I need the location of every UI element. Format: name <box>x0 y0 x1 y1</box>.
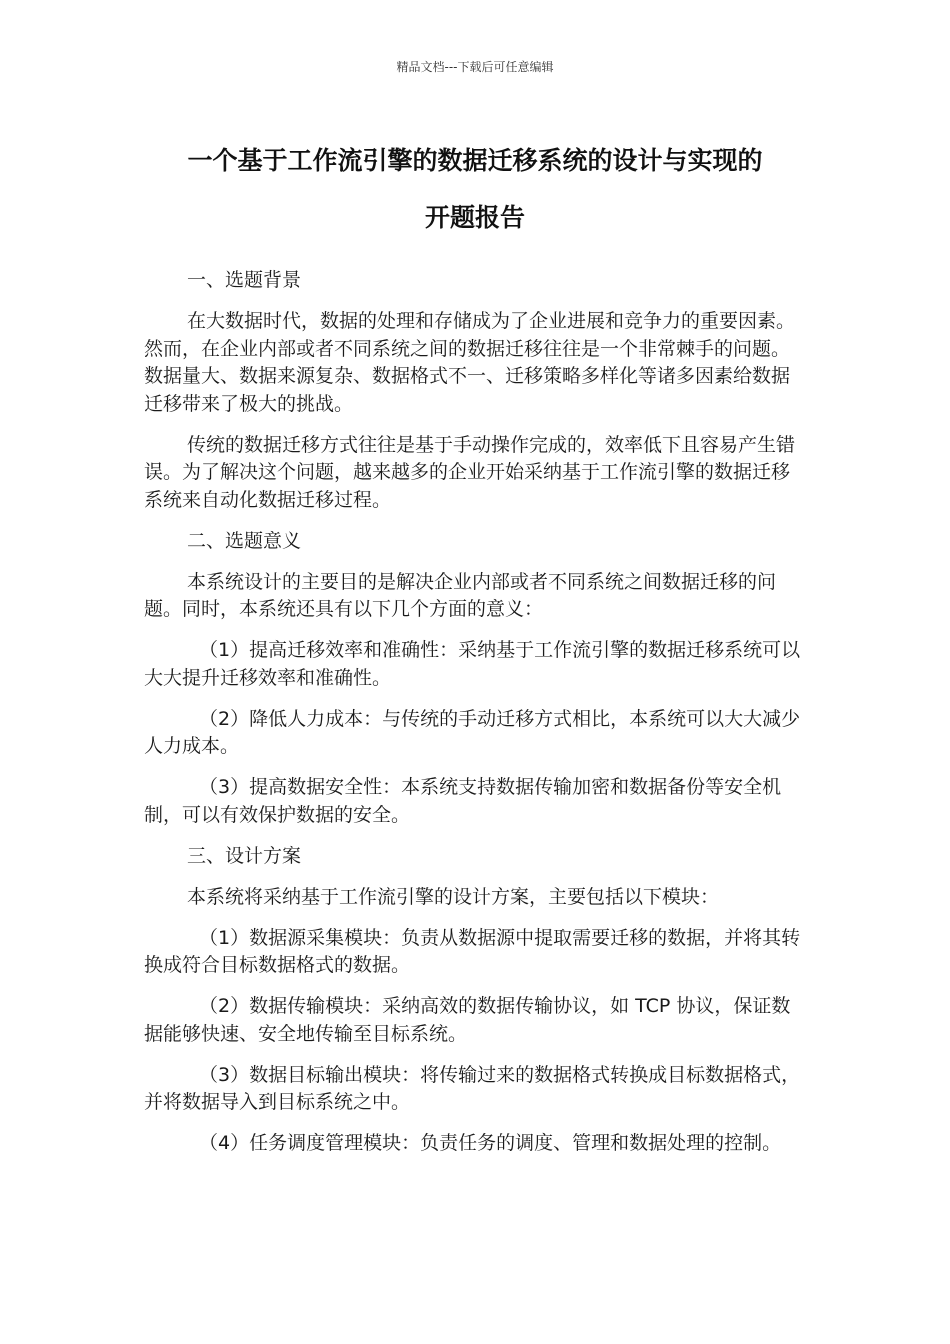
page-header: 精品文档---下载后可任意编辑 <box>396 60 554 74</box>
document-title <box>130 132 820 246</box>
list-item-significance-2: （2）降低人力成本：与传统的手动迁移方式相比，本系统可以大大减少人力成本。 <box>144 707 801 757</box>
title-line-2: 开题报告 <box>424 203 525 232</box>
paragraph-background-1: 在大数据时代，数据的处理和存储成为了企业进展和竞争力的重要因素。然而，在企业内部或者不同系统之间的数据迁移往往是一个非常棘手的问题。数据量大、数据来源复杂、数据格式不一、迁移策略多样化等诸多因素给数据迁移带来了极大的挑战。 <box>144 310 796 415</box>
paragraph-significance-1: 本系统设计的主要目的是解决企业内部或者不同系统之间数据迁移的问题。同时，本系统还具有以下几个方面的意义： <box>144 570 777 620</box>
paragraph-background-2: 传统的数据迁移方式往往是基于手动操作完成的，效率低下且容易产生错误。为了解决这个问题，越来越多的企业开始采纳基于工作流引擎的数据迁移系统来自动化数据迁移过程。 <box>144 433 796 511</box>
list-item-design-4: （4）任务调度管理模块：负责任务的调度、管理和数据处理的控制。 <box>199 1132 782 1154</box>
list-item-significance-3: （3）提高数据安全性：本系统支持数据传输加密和数据备份等安全机制，可以有效保护数据的安全。 <box>144 776 782 826</box>
section-heading-design: 三、设计方案 <box>187 844 302 867</box>
list-item-significance-1: （1）提高迁移效率和准确性：采纳基于工作流引擎的数据迁移系统可以大大提升迁移效率和准确性。 <box>144 639 801 689</box>
document-body <box>144 267 808 1171</box>
list-item-design-2: （2）数据传输模块：采纳高效的数据传输协议，如 TCP 协议，保证数据能够快速、安全地传输至目标系统。 <box>144 995 791 1045</box>
paragraph-design-1: 本系统将采纳基于工作流引擎的设计方案，主要包括以下模块： <box>187 885 720 908</box>
list-item-design-3: （3）数据目标输出模块：将传输过来的数据格式转换成目标数据格式，并将数据导入到目标系统之中。 <box>144 1063 801 1113</box>
section-heading-significance: 二、选题意义 <box>187 529 302 552</box>
title-line-1: 一个基于工作流引擎的数据迁移系统的设计与实现的 <box>187 146 763 175</box>
section-heading-background: 一、选题背景 <box>187 269 302 291</box>
list-item-design-1: （1）数据源采集模块：负责从数据源中提取需要迁移的数据，并将其转换成符合目标数据格式的数据。 <box>144 926 801 976</box>
